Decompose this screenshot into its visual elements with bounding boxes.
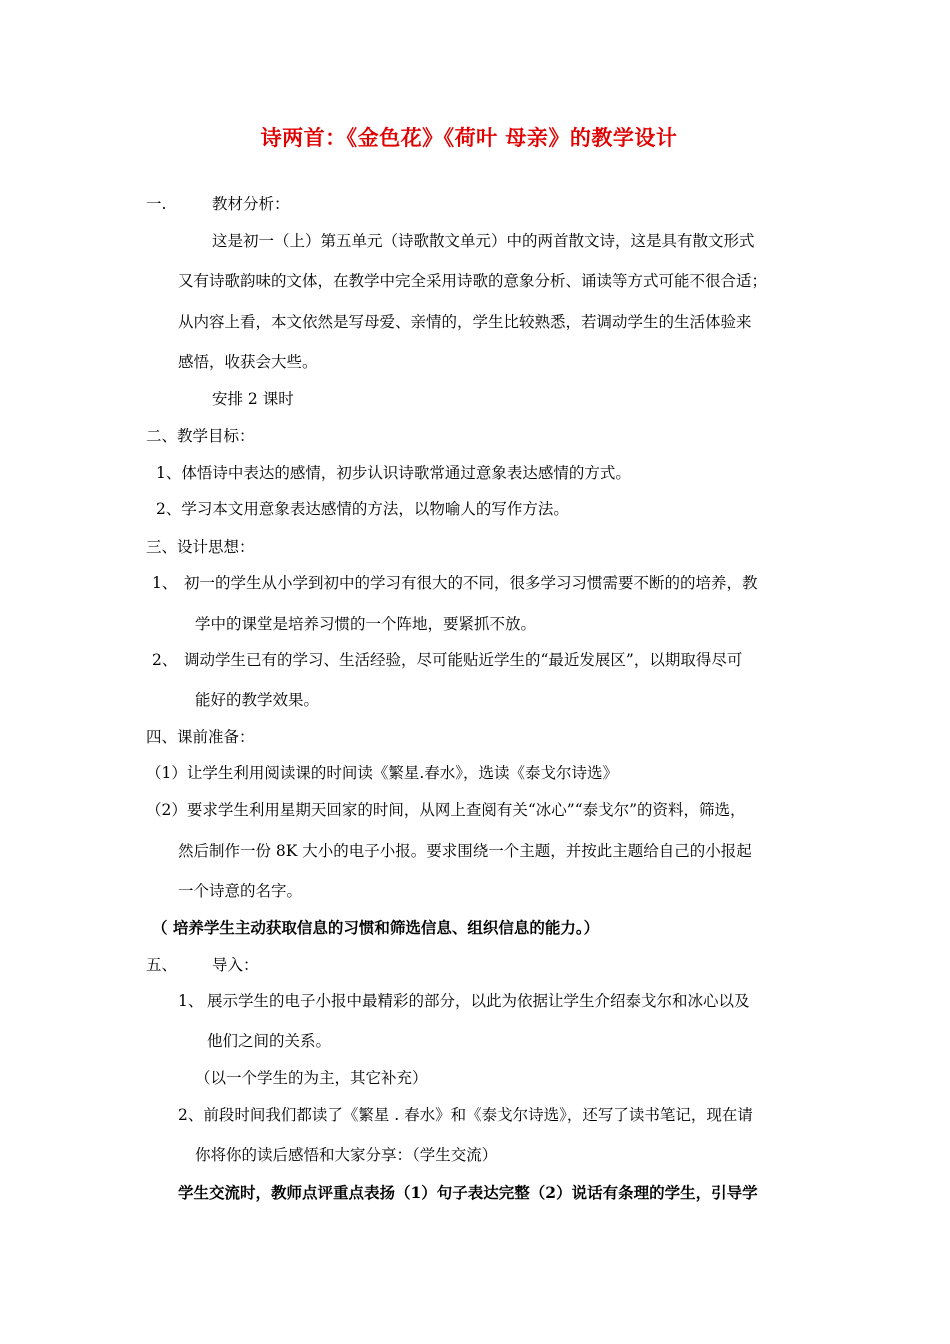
section-1-paragraph-line: 这是初一（上）第五单元（诗歌散文单元）中的两首散文诗，这是具有散文形式 <box>212 232 755 250</box>
section-4-item-line: （2）要求学生利用星期天回家的时间，从网上查阅有关“冰心”“泰戈尔”的资料，筛选， <box>146 801 746 819</box>
section-3-heading: 三、设计思想： <box>146 538 255 556</box>
section-4-heading: 四、课前准备： <box>146 728 255 746</box>
section-3-item-line: 初一的学生从小学到初中的学习有很大的不同，很多学习习惯需要不断的的培养，教 <box>184 574 758 592</box>
section-3-item-line: 能好的教学效果。 <box>195 691 320 709</box>
section-2-heading: 二、教学目标： <box>146 427 255 445</box>
section-5-number: 五、 <box>146 956 178 974</box>
section-1-schedule: 安排 2 课时 <box>212 390 294 408</box>
section-5-item-number: 1、 <box>178 992 204 1010</box>
section-5-item-line: 展示学生的电子小报中最精彩的部分，以此为依据让学生介绍泰戈尔和冰心以及 <box>207 992 750 1010</box>
section-3-item-number: 1、 <box>152 574 178 592</box>
section-1-paragraph-line: 感悟，收获会大些。 <box>178 353 318 371</box>
section-4-item: （1）让学生利用阅读课的时间读《繁星.春水》，选读《泰戈尔诗选》 <box>146 764 619 782</box>
section-4-item-line: 一个诗意的名字。 <box>178 882 303 900</box>
section-5-note: 学生交流时，教师点评重点表扬（1）句子表达完整（2）说话有条理的学生，引导学 <box>178 1183 758 1202</box>
section-5-item-line: （以一个学生的为主，其它补充） <box>195 1069 428 1087</box>
section-2-item: 2、学习本文用意象表达感情的方法，以物喻人的写作方法。 <box>156 500 569 518</box>
document-title: 诗两首：《金色花》《荷叶 母亲》的教学设计 <box>260 125 678 150</box>
section-1-paragraph-line: 从内容上看，本文依然是写母爱、亲情的，学生比较熟悉，若调动学生的生活体验来 <box>178 313 752 331</box>
section-5-item-line: 2、前段时间我们都读了《繁星 . 春水》和《泰戈尔诗选》，还写了读书笔记，现在请 <box>178 1106 753 1124</box>
section-1-number: 一. <box>146 195 167 213</box>
section-3-item-number: 2、 <box>152 651 178 669</box>
section-1-paragraph-line: 又有诗歌韵味的文体，在教学中完全采用诗歌的意象分析、诵读等方式可能不很合适； <box>178 272 768 290</box>
section-4-item-line: 然后制作一份 8K 大小的电子小报。要求围绕一个主题，并按此主题给自己的小报起 <box>178 842 752 860</box>
section-5-heading: 导入： <box>212 956 259 974</box>
section-2-item: 1、体悟诗中表达的感情，初步认识诗歌常通过意象表达感情的方式。 <box>156 464 631 482</box>
section-1-heading: 教材分析： <box>212 195 290 213</box>
section-3-item-line: 学中的课堂是培养习惯的一个阵地，要紧抓不放。 <box>195 615 537 633</box>
section-5-item-line: 他们之间的关系。 <box>207 1032 332 1050</box>
section-5-item-line: 你将你的读后感悟和大家分享：（学生交流） <box>195 1146 498 1164</box>
section-4-note: （ 培养学生主动获取信息的习惯和筛选信息、组织信息的能力。） <box>152 918 600 937</box>
section-3-item-line: 调动学生已有的学习、生活经验，尽可能贴近学生的“最近发展区”，以期取得尽可 <box>184 651 743 669</box>
